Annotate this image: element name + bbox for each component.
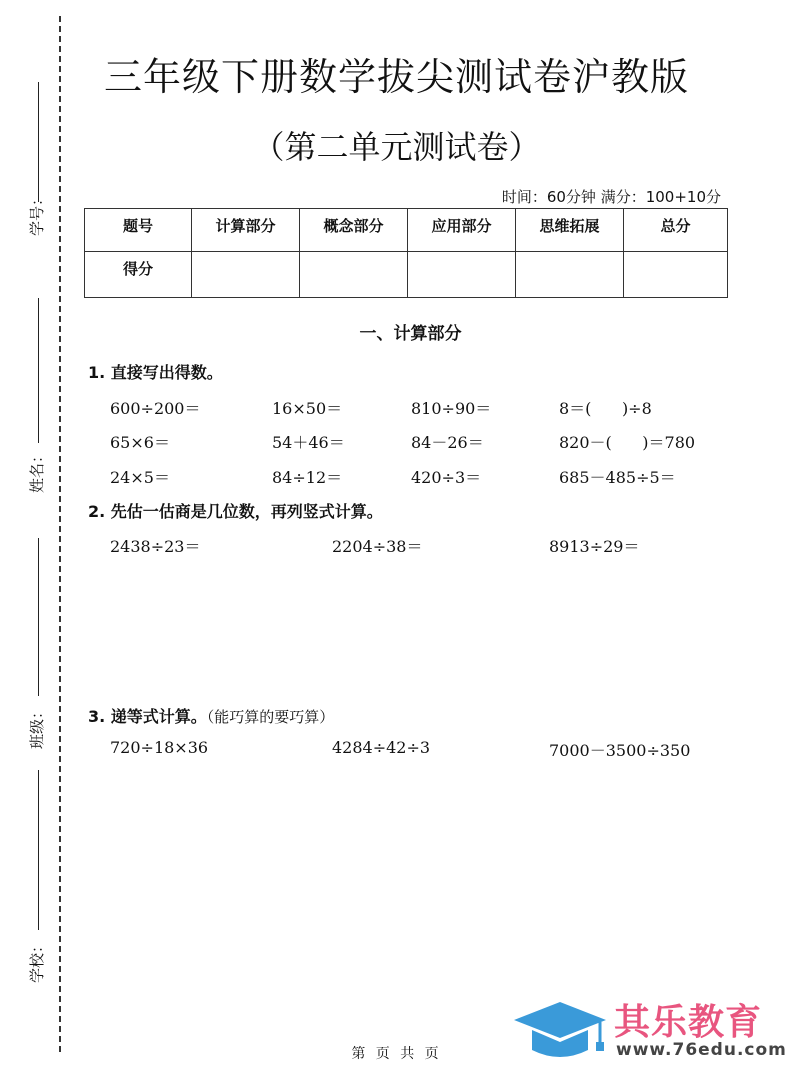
score-table-header-row (85, 209, 728, 252)
score-cell-concept[interactable] (300, 252, 408, 298)
student-id-label: 学号： (28, 190, 47, 237)
q2-expr: 2438÷23＝ (110, 537, 201, 556)
page-title: 三年级下册数学拔尖测试卷沪教版 (103, 55, 689, 99)
brand-url: www.76edu.com (616, 1040, 787, 1060)
score-table-score-row (85, 252, 728, 298)
q1-expr: 600÷200＝ (110, 399, 201, 418)
q3-expr: 4284÷42÷3 (332, 738, 431, 757)
q1-expr: 16×50＝ (272, 399, 343, 418)
school-label: 学校： (28, 937, 47, 984)
graduation-cap-icon (510, 994, 610, 1064)
exam-meta: 时间：60分钟 满分：100+10分 (501, 188, 721, 206)
header-cell: 应用部分 (408, 209, 516, 252)
q1-expr: 54＋46＝ (272, 433, 345, 452)
question-2-title: 2. 先估一估商是几位数，再列竖式计算。 (88, 502, 383, 521)
q1-expr: 24×5＝ (110, 468, 170, 487)
name-label: 姓名： (28, 447, 47, 494)
q1-expr: 84－26＝ (411, 433, 484, 452)
q1-expr: 84÷12＝ (272, 468, 343, 487)
header-cell: 计算部分 (192, 209, 300, 252)
brand-name: 其乐教育 (614, 1002, 763, 1043)
brand-logo[interactable] (510, 994, 790, 1064)
header-cell: 题号 (85, 209, 192, 252)
score-row-label: 得分 (85, 252, 192, 298)
q1-expr: 420÷3＝ (411, 468, 482, 487)
q1-expr: 8＝( )÷8 (559, 399, 652, 418)
header-cell: 总分 (624, 209, 728, 252)
question-3-note: （能巧算的要巧算） (206, 708, 335, 726)
q3-expr: 7000－3500÷350 (549, 741, 691, 760)
score-table (84, 208, 728, 298)
class-underline (38, 538, 39, 696)
q2-expr: 2204÷38＝ (332, 537, 423, 556)
page-subtitle: （第二单元测试卷） (252, 128, 541, 166)
q3-expr: 720÷18×36 (110, 738, 209, 757)
q1-expr: 810÷90＝ (411, 399, 492, 418)
question-1-title: 1. 直接写出得数。 (88, 363, 223, 382)
header-cell: 概念部分 (300, 209, 408, 252)
question-3-text: 3. 递等式计算。 (88, 707, 207, 726)
question-3-title (88, 704, 334, 727)
q1-expr: 820－( )＝780 (559, 433, 696, 452)
class-label: 班级： (28, 703, 47, 750)
section-title: 一、计算部分 (359, 324, 462, 344)
score-cell-total[interactable] (624, 252, 728, 298)
header-cell: 思维拓展 (516, 209, 624, 252)
score-cell-application[interactable] (408, 252, 516, 298)
q2-expr: 8913÷29＝ (549, 537, 640, 556)
score-cell-thinking[interactable] (516, 252, 624, 298)
page-footer: 第 页 共 页 (351, 1046, 442, 1062)
q1-expr: 65×6＝ (110, 433, 170, 452)
school-underline (38, 770, 39, 930)
q1-expr: 685－485÷5＝ (559, 468, 676, 487)
binding-dashed-line (59, 16, 61, 1052)
score-cell-calc[interactable] (192, 252, 300, 298)
